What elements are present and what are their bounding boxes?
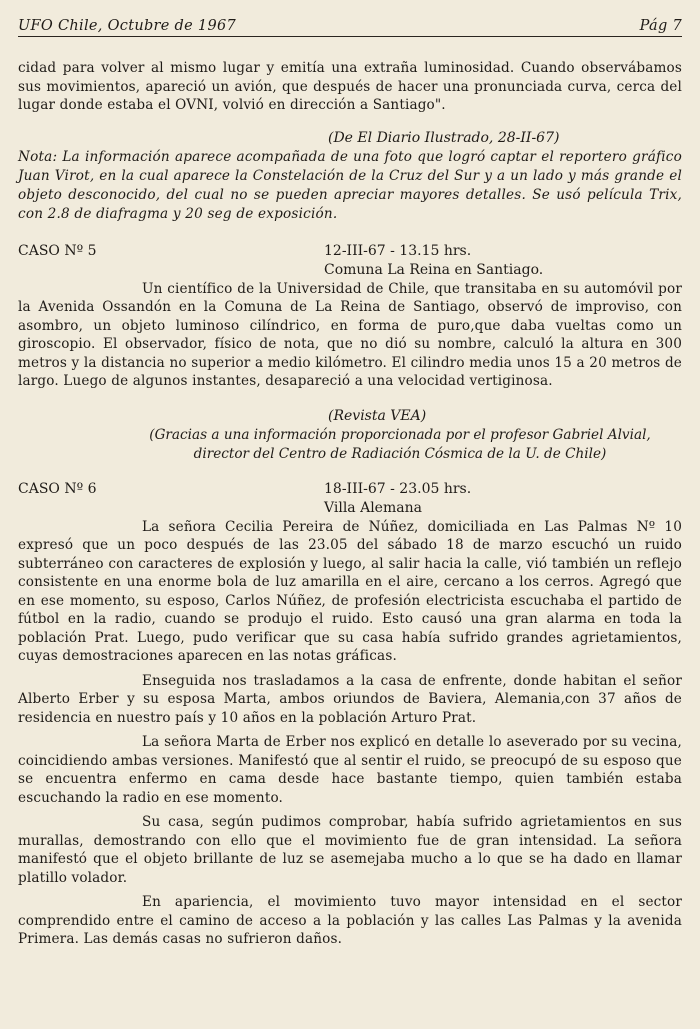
caso6-paragraph-5: En apariencia, el movimiento tuvo mayor intensidad en el sector comprendido entre el camino de acceso a la población y las calles Las Palmas y la avenida Primera. Las demás casas no sufrieron daños.	[18, 894, 682, 947]
caso5-paragraph: Un científico de la Universidad de Chile, que transitaba en su automóvil por la Avenida Ossandón en la Comuna de La Reina de Santiago, observó de improviso, con asombro, un objeto luminoso cilíndrico, en forma de puro,que daba vueltas como un giroscopio. El observador, físico de nota, que no dió su nombre, calculó la altura en 300 metros y la distancia no superior a medio kilómetro. El cilindro media unos 15 a 20 metros de largo. Luego de algunos instantes, desapareció a una velocidad vertiginosa.	[18, 280, 682, 389]
caso5-date: 12-III-67 - 13.15 hrs.	[324, 242, 472, 259]
caso5-heading	[18, 242, 682, 261]
caso6-paragraph-1: La señora Cecilia Pereira de Núñez, domiciliada en Las Palmas Nº 10 expresó que un poco después de las 23.05 del sábado 18 de marzo escuchó un ruido subterráneo con caracteres de explosión y luego, al salir hacia la calle, vió también un reflejo consistente en una enorme bola de luz amarilla en el aire, cercano a los cerros. Agregó que en ese momento, su esposo, Carlos Núñez, de profesión electricista escuchaba el partido de fútbol en la radio, cuando se produjo el ruido. Esto causó una gran alarma en toda la población Prat. Luego, pudo verificar que su casa había sufrido grandes agrietamientos, cuyas demostraciones aparecen en las notas gráficas.	[18, 518, 682, 664]
page-number: Pág 7	[639, 18, 682, 34]
caso5-source: (Revista VEA)	[328, 407, 427, 424]
photo-note: Nota: La información aparece acompañada de una foto que logró captar el reportero gráfico Juan Virot, en la cual aparece la Constelación de la Cruz del Sur y a un lado y más grande el objeto desconocido, del cual no se pueden apreciar mayores detalles. Se usó película Trix, con 2.8 de diafragma y 20 seg de exposición.	[18, 148, 682, 222]
publication-title: UFO Chile, Octubre de 1967	[18, 18, 237, 34]
caso5-label: CASO Nº 5	[18, 242, 97, 259]
page-header	[18, 18, 682, 37]
source-diario-ilustrado: (De El Diario Ilustrado, 28-II-67)	[328, 129, 560, 146]
caso5-thanks: (Gracias a una información proporcionada por el profesor Gabriel Alvial, director del Centro de Radiación Cósmica de la U. de Chile)	[149, 426, 651, 462]
intro-paragraph: cidad para volver al mismo lugar y emitía una extraña luminosidad. Cuando observábamos sus movimientos, apareció un avión, que después de hacer una pronunciada curva, cerca del lugar donde estaba el OVNI, volvió en dirección a Santiago".	[18, 60, 682, 113]
caso6-place: Villa Alemana	[324, 499, 422, 516]
caso6-paragraph-4: Su casa, según pudimos comprobar, había sufrido agrietamientos en sus murallas, demostrando con ello que el movimiento fue de gran intensidad. La señora manifestó que el objeto brillante de luz se asemejaba mucho a lo que se ha dado en llamar platillo volador.	[18, 814, 682, 886]
caso6-paragraph-3: La señora Marta de Erber nos explicó en detalle lo aseverado por su vecina, coincidiendo ambas versiones. Manifestó que al sentir el ruido, se preocupó de su esposo que se encuentra enfermo en cama desde hace bastante tiempo, quien también estaba escuchando la radio en ese momento.	[18, 734, 682, 806]
caso6-date: 18-III-67 - 23.05 hrs.	[324, 480, 472, 497]
caso6-label: CASO Nº 6	[18, 480, 97, 497]
caso6-paragraph-2: Enseguida nos trasladamos a la casa de enfrente, donde habitan el señor Alberto Erber y su esposa Marta, ambos oriundos de Baviera, Alemania,con 37 años de residencia en nuestro país y 10 años en la población Arturo Prat.	[18, 672, 682, 726]
caso6-heading	[18, 480, 682, 499]
caso5-place: Comuna La Reina en Santiago.	[324, 261, 544, 278]
